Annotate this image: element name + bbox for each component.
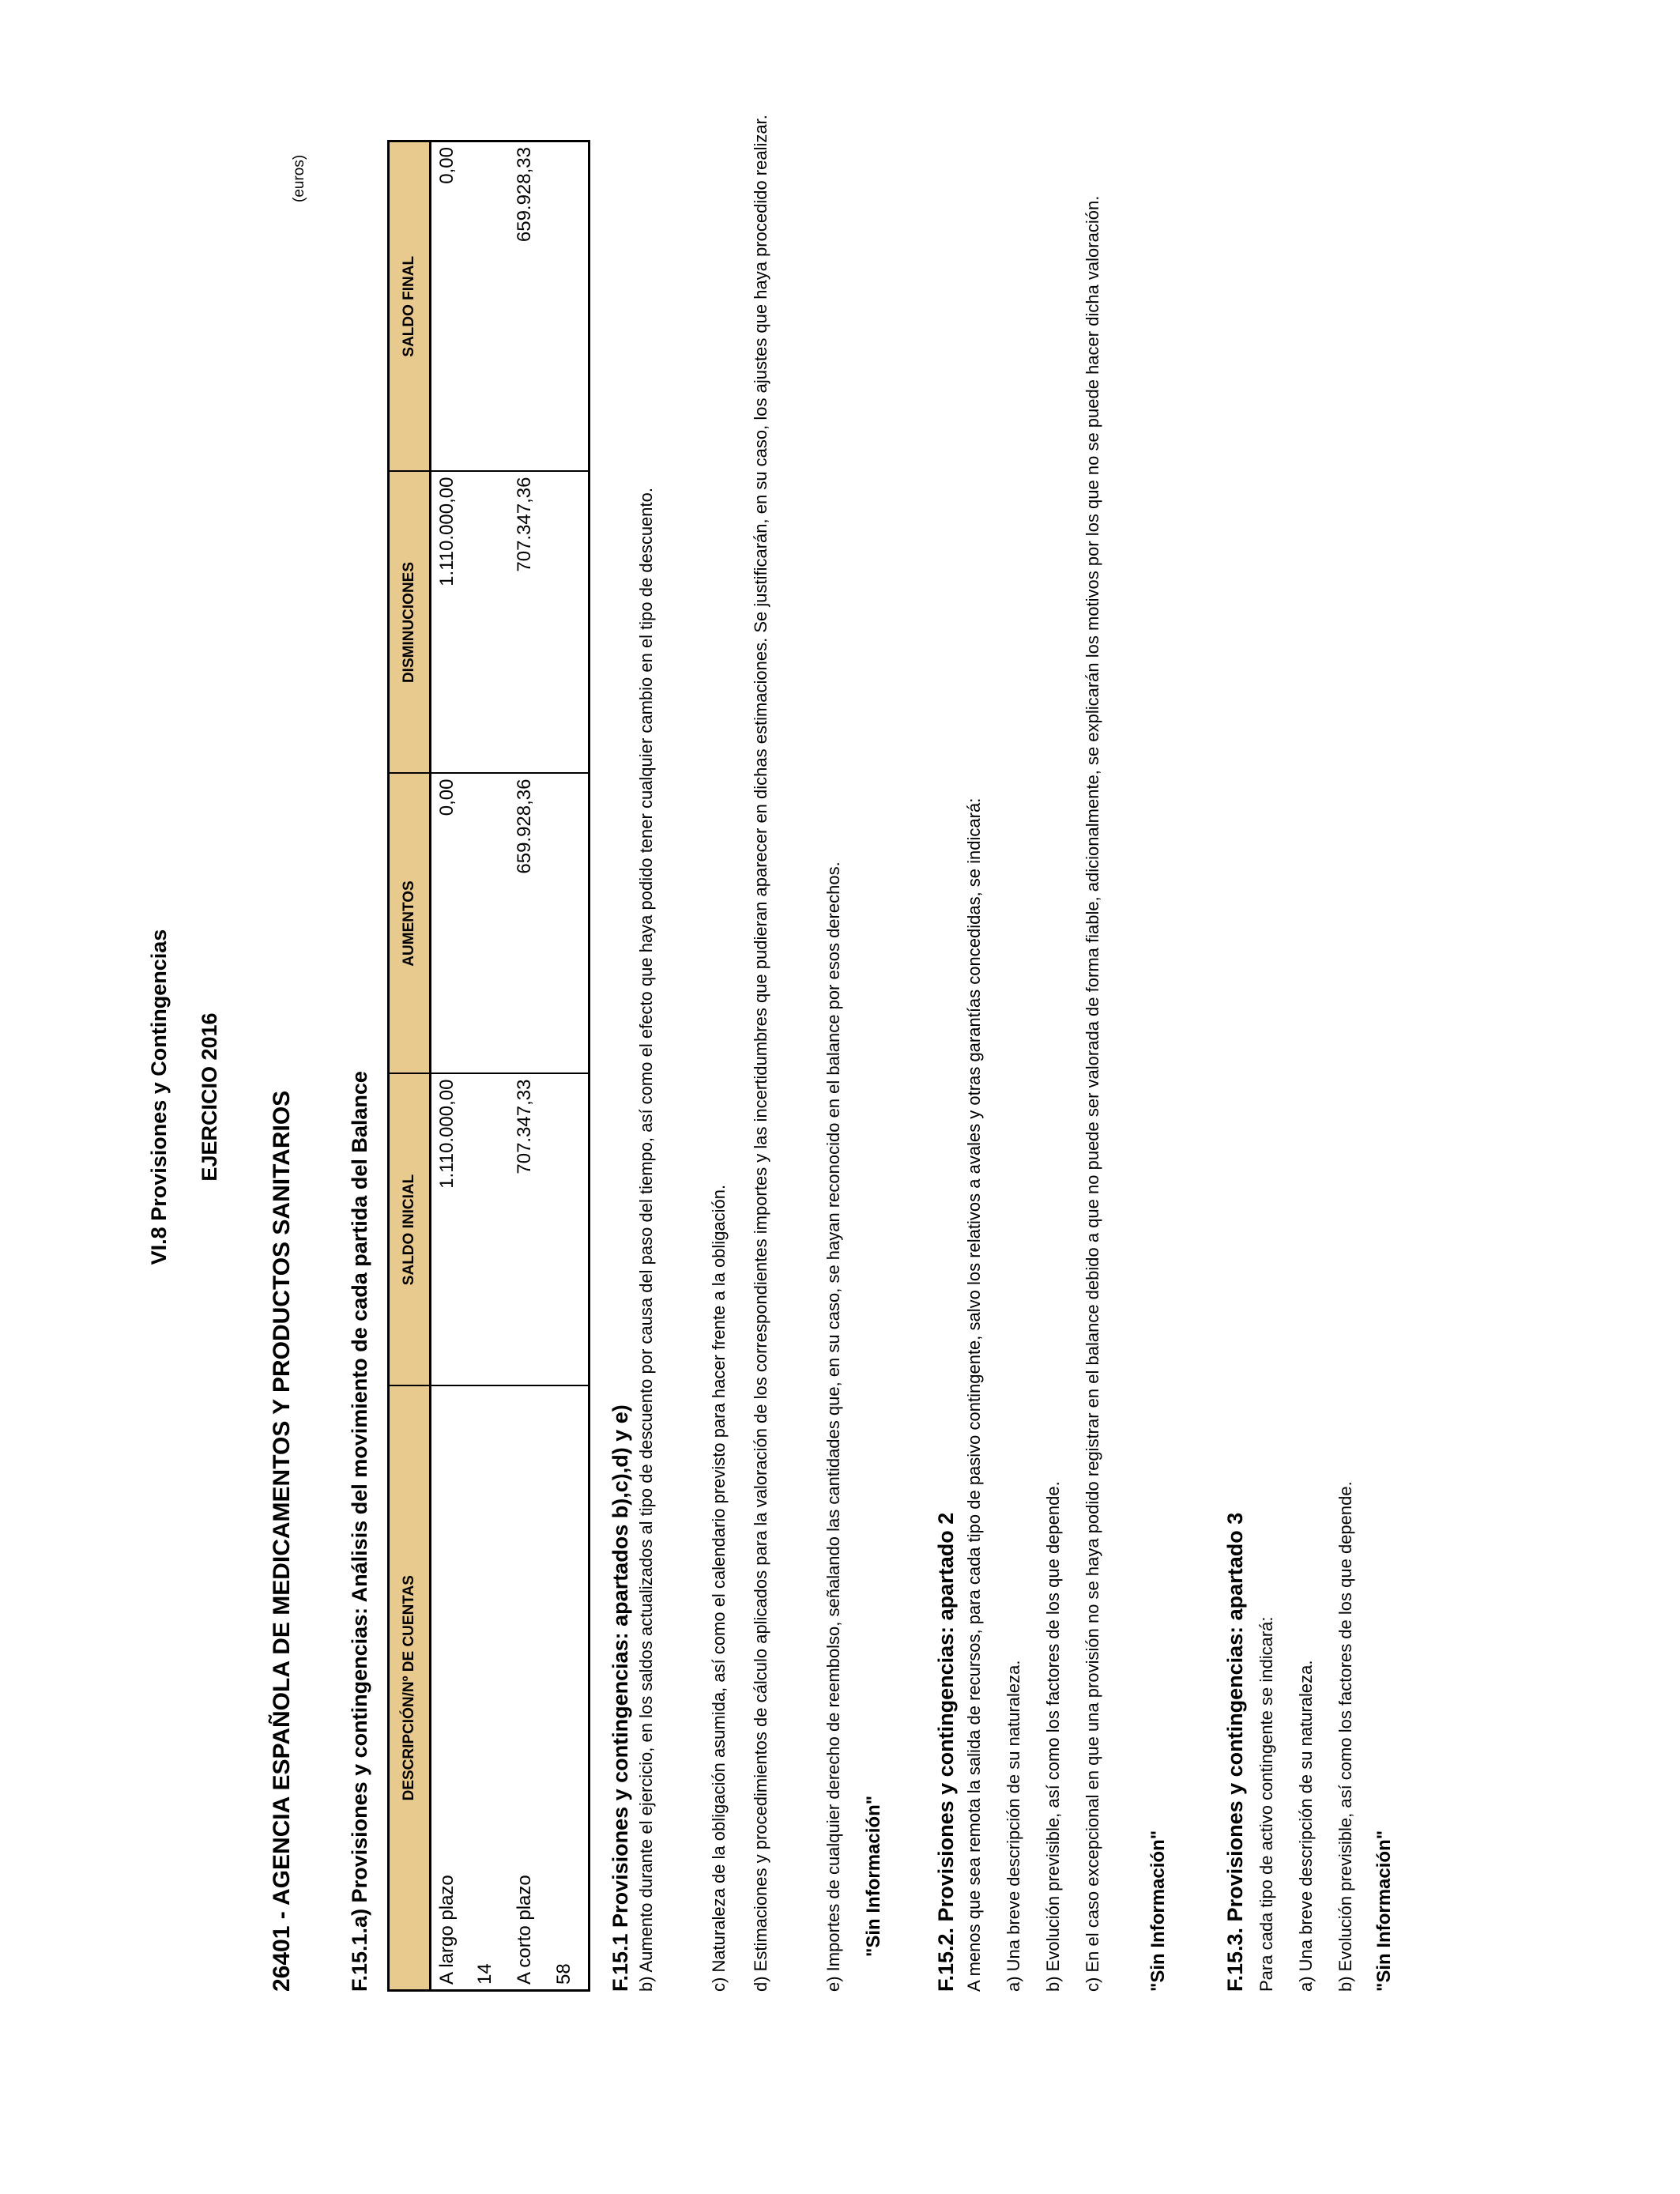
table-row bbox=[431, 141, 470, 1991]
f151-item-c: c) Naturaleza de la obligación asumida, así como el calendario previsto para hacer frente a la obligación. bbox=[709, 1184, 729, 1992]
f153-item-a: a) Una breve descripción de su naturaleza. bbox=[1296, 1660, 1316, 1992]
f152-intro: A menos que sea remota la salida de recursos, para cada tipo de pasivo contingente, salvo los relativos a avales y otras garantías concedidas, se indicará: bbox=[964, 797, 984, 1992]
f152-item-b: b) Evolución previsible, así como los factores de los que depende. bbox=[1043, 1481, 1063, 1992]
cell-disminuciones: 707.347,36 bbox=[509, 472, 548, 774]
f153-intro: Para cada tipo de activo contingente se indicará: bbox=[1256, 1616, 1276, 1992]
cell-saldo-inicial: 707.347,33 bbox=[509, 1074, 548, 1386]
f152-item-a: a) Una breve descripción de su naturaleza. bbox=[1004, 1660, 1023, 1992]
cell-saldo-final: 0,00 bbox=[431, 141, 470, 472]
table-title: F.15.1.a) Provisiones y contingencias: Análisis del movimiento de cada partida del Balance bbox=[348, 1071, 371, 1992]
cell-aumentos: 0,00 bbox=[431, 774, 470, 1074]
section-f151-title: F.15.1 Provisiones y contingencias: apartados b),c),d) y e) bbox=[608, 1404, 632, 1992]
entity-name: 26401 - AGENCIA ESPAÑOLA DE MEDICAMENTOS Y PRODUCTOS SANITARIOS bbox=[269, 1090, 295, 1992]
provisions-table bbox=[387, 140, 590, 1992]
f151-item-d: d) Estimaciones y procedimientos de cálculo aplicados para la valoración de los correspondientes importes y las incertidumbres que pudieran aparecer en dichas estimaciones. Se justificarán, en su caso, los ajustes que haya procedido realizar. bbox=[751, 115, 770, 1992]
f152-sin-informacion: "Sin Información" bbox=[1147, 1830, 1169, 1992]
table-row-account bbox=[469, 141, 509, 1991]
f153-sin-informacion: "Sin Información" bbox=[1373, 1830, 1395, 1992]
section-f152-title: F.15.2. Provisiones y contingencias: apartado 2 bbox=[934, 1512, 958, 1992]
col-header-description: DESCRIPCIÓN/Nº DE CUENTAS bbox=[389, 1386, 431, 1991]
cell-saldo-final: 659.928,33 bbox=[509, 141, 548, 472]
cell-disminuciones: 1.110.000,00 bbox=[431, 472, 470, 774]
f151-item-b: b) Aumento durante el ejercicio, en los saldos actualizados al tipo de descuento por causa del paso del tiempo, así como el efecto que haya podido tener cualquier cambio en el tipo de descuento. bbox=[636, 488, 656, 1992]
fiscal-year: EJERCICIO 2016 bbox=[198, 1012, 221, 1182]
cell-aumentos: 659.928,36 bbox=[509, 774, 548, 1074]
f152-item-c: c) En el caso excepcional en que una provisión no se haya podido registrar en el balance debido a que no puede ser valorada de forma fiable, adicionalmente, se explicarán los motivos por los que no se puede hacer dicha valoración. bbox=[1083, 195, 1102, 1992]
table-header-row bbox=[389, 141, 431, 1991]
col-header-saldo-inicial: SALDO INICIAL bbox=[389, 1074, 431, 1386]
row-account-number: 14 bbox=[469, 1386, 509, 1991]
currency-note: (euros) bbox=[291, 154, 307, 202]
section-f153-title: F.15.3. Provisiones y contingencias: apartado 3 bbox=[1223, 1512, 1247, 1992]
row-description: A corto plazo bbox=[509, 1386, 548, 1991]
row-account-number: 58 bbox=[548, 1386, 590, 1991]
f151-sin-informacion: "Sin Información" bbox=[863, 1795, 884, 1957]
f153-item-b: b) Evolución previsible, así como los factores de los que depende. bbox=[1335, 1481, 1355, 1992]
table-row-account bbox=[548, 141, 590, 1991]
cell-saldo-inicial: 1.110.000,00 bbox=[431, 1074, 470, 1386]
col-header-saldo-final: SALDO FINAL bbox=[389, 141, 431, 472]
f151-item-e: e) Importes de cualquier derecho de reembolso, señalando las cantidades que, en su caso, se hayan reconocido en el balance por esos derechos. bbox=[823, 861, 843, 1992]
col-header-disminuciones: DISMINUCIONES bbox=[389, 472, 431, 774]
col-header-aumentos: AUMENTOS bbox=[389, 774, 431, 1074]
row-description: A largo plazo bbox=[431, 1386, 470, 1991]
page-title: VI.8 Provisiones y Contingencias bbox=[147, 929, 171, 1265]
table-row bbox=[509, 141, 548, 1991]
